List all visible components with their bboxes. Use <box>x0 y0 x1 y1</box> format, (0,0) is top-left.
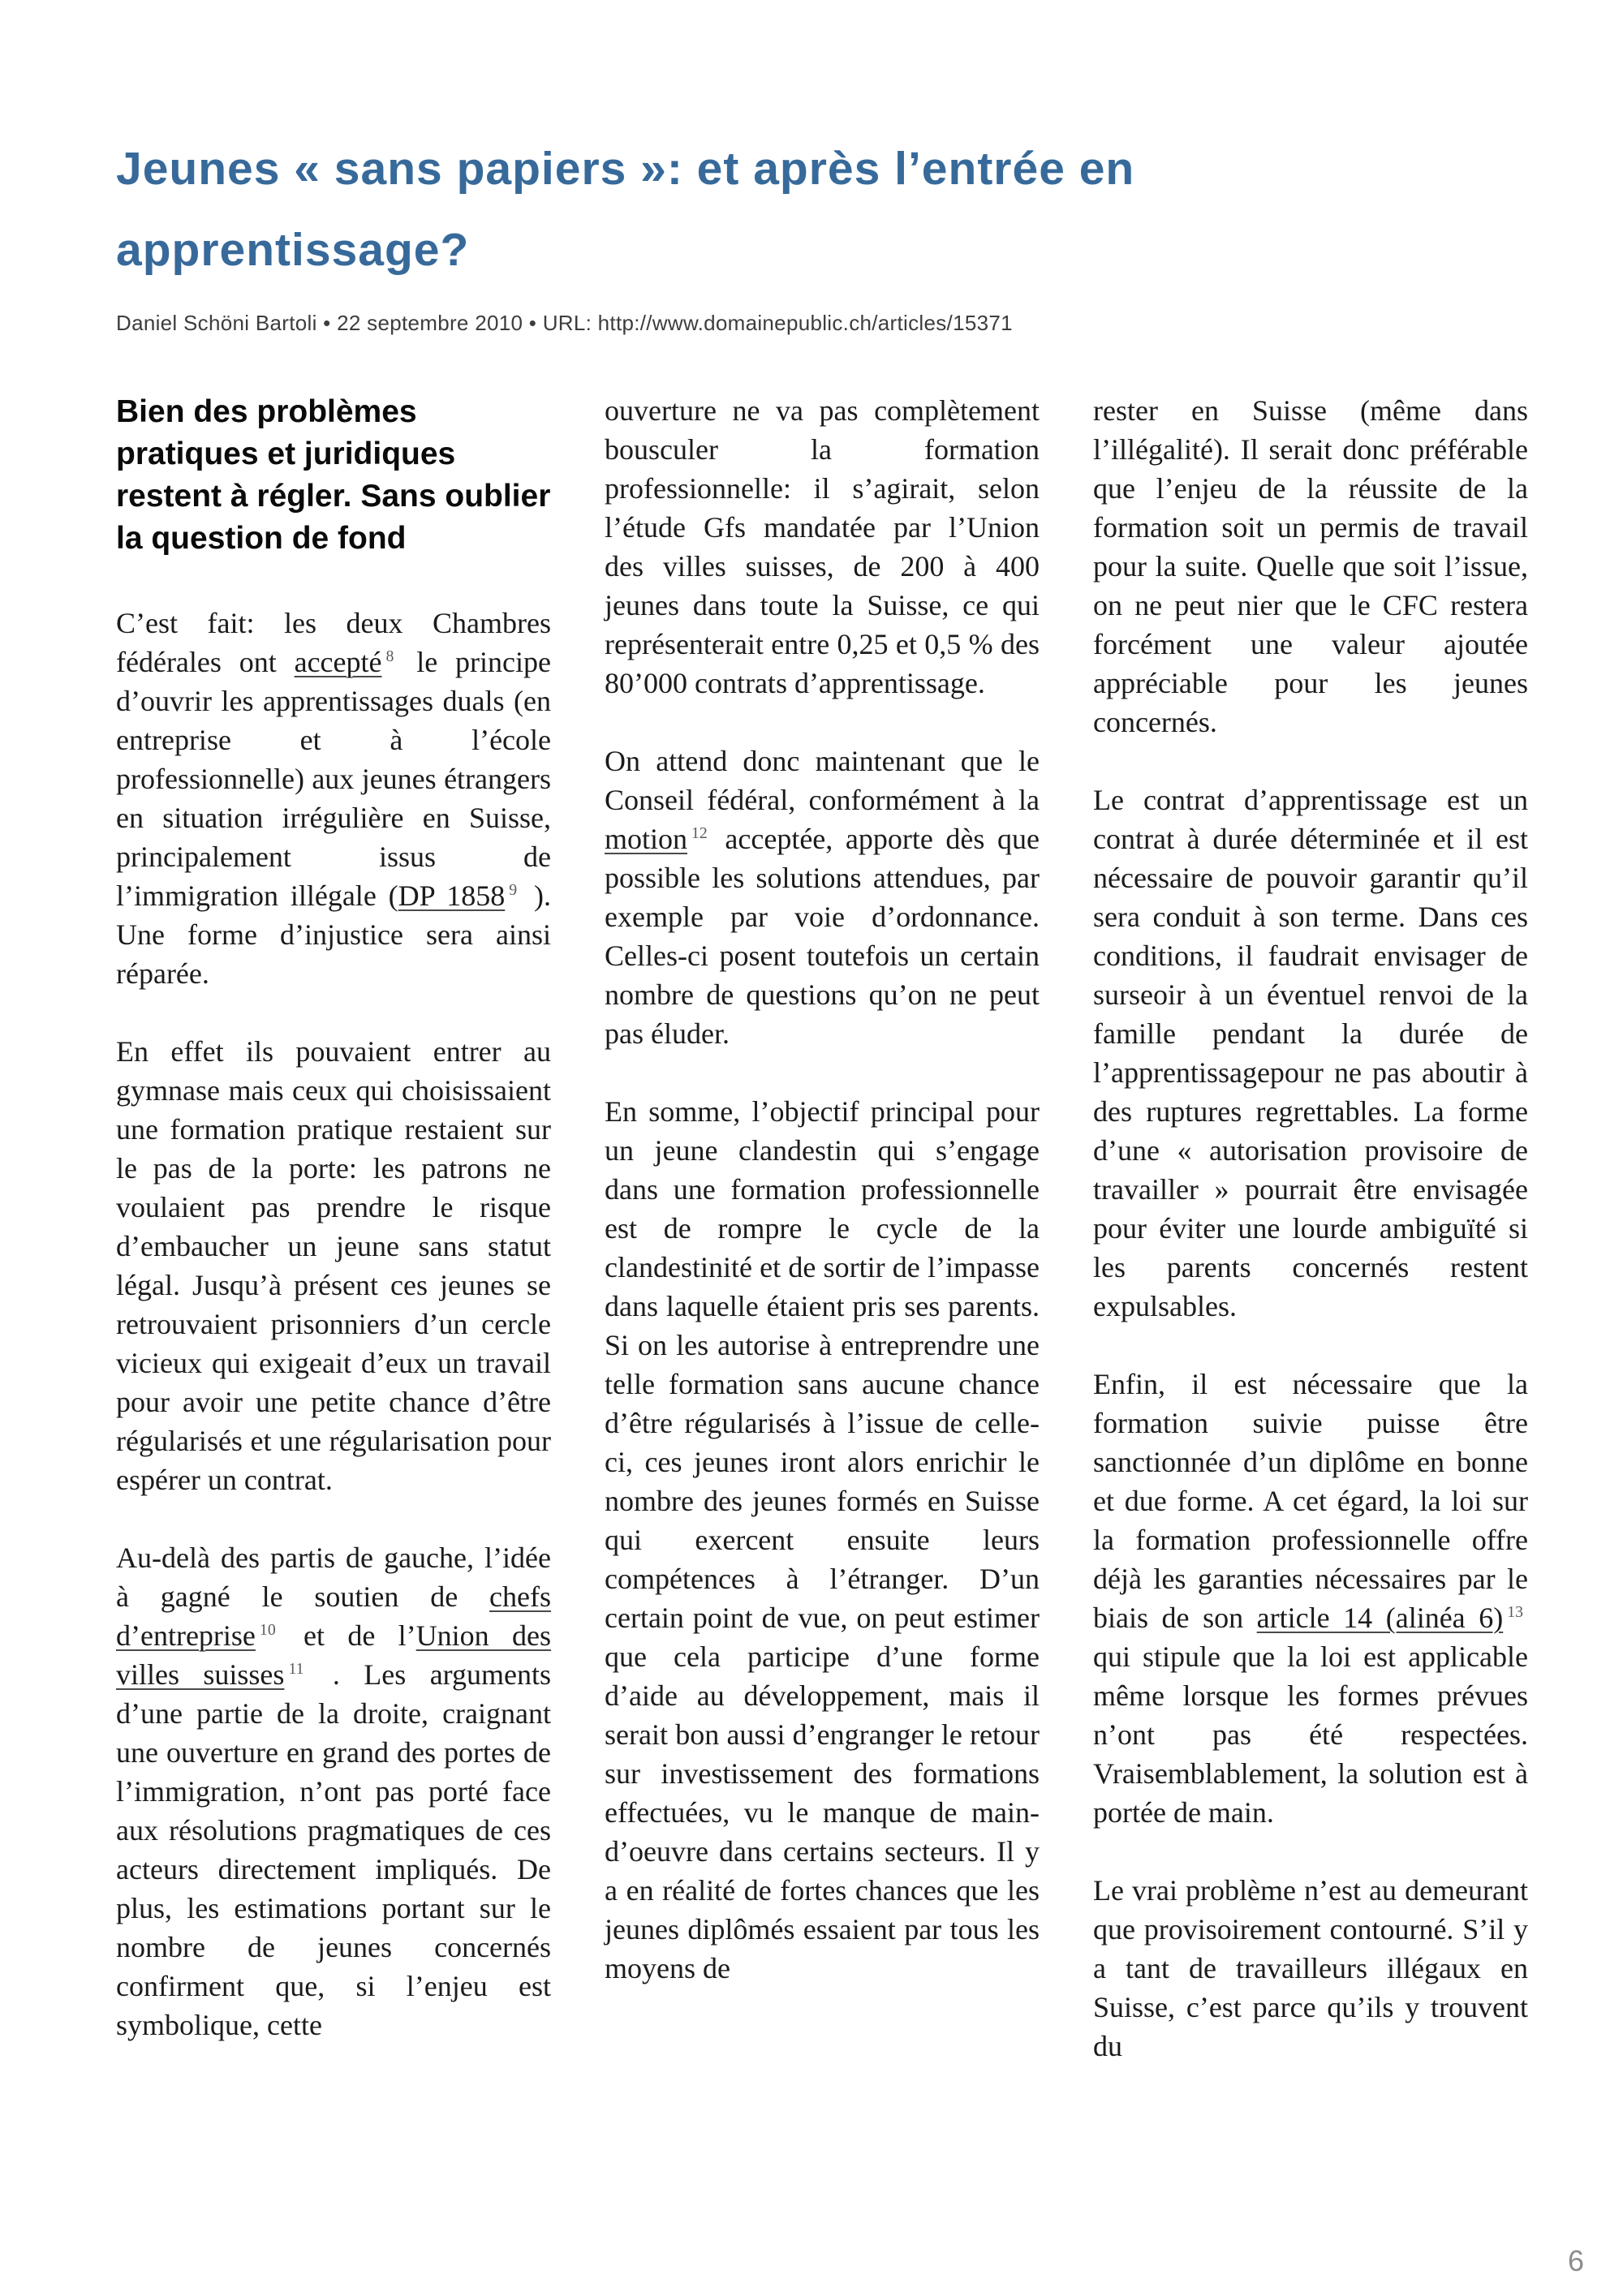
text-run: Au-delà des partis de gauche, l’idée à gagné le soutien de <box>116 1541 551 1613</box>
text-run: C’est fait: les deux Chambres fédérales ont <box>116 607 551 678</box>
text-run: Enfin, il est nécessaire que la formation suivie puisse être sanctionnée d’un diplôme en bonne et due forme. A cet égard, la loi sur la formation professionnelle offre déjà les garanties nécessaires par le biais de son <box>1093 1368 1528 1634</box>
text-run: En somme, l’objectif principal pour un jeune clandestin qui s’engage dans une formation professionnelle est de rompre le cycle de la clandestinité et de sortir de l’impasse dans laquelle étaient pris ses parents. Si on les autorise à entreprendre une telle formation sans aucune chance d’être régularisés à l’issue de celle-ci, ces jeunes iront alors enrichir le nombre des jeunes formés en Suisse qui exercent ensuite leurs compétences à l’étranger. D’un certain point de vue, on peut estimer que cela participe d’une forme d’aide au développement, mais il serait bon aussi d’engranger le retour sur investissement des formations effectuées, vu le manque de main-d’oeuvre dans certains secteurs. Il y a en réalité de fortes chances que les jeunes diplômés essaient par tous les moyens de <box>605 1095 1040 1984</box>
text-run: le principe d’ouvrir les apprentissages duals (en entreprise et à l’école professionnelle) aux jeunes étrangers en situation irrégulière en Suisse, principalement issus de l’immigration illégale ( <box>116 646 551 912</box>
paragraph <box>116 604 551 993</box>
footnote-ref[interactable]: 9 <box>509 881 518 899</box>
paragraph <box>605 391 1040 703</box>
footnote-ref[interactable]: 8 <box>385 647 394 665</box>
page-number: 6 <box>1567 2244 1584 2277</box>
footnote-ref[interactable]: 11 <box>288 1660 304 1678</box>
text-run: Le vrai problème n’est au demeurant que provisoirement contourné. S’il y a tant de travailleurs illégaux en Suisse, c’est parce qu’ils y trouvent du <box>1093 1874 1528 2062</box>
text-run: ouverture ne va pas complètement bousculer la formation professionnelle: il s’agirait, selon l’étude Gfs mandatée par l’Union des villes suisses, de 200 à 400 jeunes dans toute la Suisse, ce qui représenterait entre 0,25 et 0,5 % des 80’000 contrats d’apprentissage. <box>605 394 1040 699</box>
text-run: qui stipule que la loi est applicable même lorsque les formes prévues n’ont pas été respectées. Vraisemblablement, la solution est à portée de main. <box>1093 1640 1528 1829</box>
footnote-ref[interactable]: 12 <box>691 824 708 842</box>
column-3 <box>1093 391 1528 2105</box>
paragraph <box>1093 391 1528 742</box>
text-run: Bien des problèmes pratiques et juridiques restent à régler. Sans oublier la question de fond <box>116 394 551 556</box>
inline-link[interactable]: accepté <box>294 646 382 678</box>
lead-paragraph <box>116 391 551 560</box>
inline-link[interactable]: chefs d’entreprise <box>116 1580 551 1652</box>
text-run: En effet ils pouvaient entrer au gymnase mais ceux qui choisissaient une formation pratique restaient sur le pas de la porte: les patrons ne voulaient pas prendre le risque d’embaucher un jeune sans statut légal. Jusqu’à présent ces jeunes se retrouvaient prisonniers d’un cercle vicieux qui exigeait d’eux un travail pour avoir une petite chance d’être régularisés et une régularisation pour espérer un contrat. <box>116 1035 551 1496</box>
paragraph <box>605 742 1040 1053</box>
inline-link[interactable]: motion <box>605 823 688 855</box>
paragraph <box>116 1032 551 1499</box>
footnote-ref[interactable]: 13 <box>1507 1603 1523 1621</box>
text-run: . Les arguments d’une partie de la droite, craignant une ouverture en grand des portes de l’immigration, n’ont pas porté face aux résolutions pragmatiques de ces acteurs directement impliqués. De plus, les estimations portant sur le nombre de jeunes concernés confirment que, si l’enjeu est symbolique, cette <box>116 1658 552 2041</box>
inline-link[interactable]: Union des villes suisses <box>116 1619 551 1691</box>
paragraph <box>1093 1871 1528 2066</box>
inline-link[interactable]: article 14 (alinéa 6) <box>1256 1602 1504 1634</box>
paragraph <box>605 1092 1040 1988</box>
text-run: Le contrat d’apprentissage est un contrat à durée déterminée et il est nécessaire de pouvoir garantir qu’il sera conduit à son terme. Dans ces conditions, il faudrait envisager de surseoir à un éventuel renvoi de la famille pendant la durée de l’apprentissagepour ne pas aboutir à des ruptures regrettables. La forme d’une « autorisation provisoire de travailler » pourrait être envisagée pour éviter une lourde ambiguïté si les parents concernés restent expulsables. <box>1093 784 1528 1322</box>
column-1 <box>116 391 551 2105</box>
inline-link[interactable]: DP 1858 <box>398 879 506 912</box>
paragraph <box>1093 780 1528 1326</box>
paragraph <box>1093 1365 1528 1832</box>
text-run: On attend donc maintenant que le Conseil fédéral, conformément à la <box>605 745 1040 816</box>
text-run: et de l’ <box>280 1619 416 1652</box>
article-body <box>116 391 1528 2105</box>
article-title-line-1: Jeunes « sans papiers »: et après l’entrée en <box>116 143 1135 195</box>
text-run: acceptée, apporte dès que possible les solutions attendues, par exemple par voie d’ordonnance. Celles-ci posent toutefois un certain nombre de questions qu’on ne peut pas éluder. <box>605 823 1040 1050</box>
article-title <box>116 128 1276 290</box>
text-run: ). Une forme d’injustice sera ainsi réparée. <box>116 879 551 990</box>
article-byline: Daniel Schöni Bartoli • 22 septembre 2010 • URL: http://www.domainepublic.ch/articles/15371 <box>116 311 1013 335</box>
footnote-ref[interactable]: 10 <box>259 1621 276 1639</box>
paragraph <box>116 1538 551 2044</box>
article-title-line-2: apprentissage? <box>116 224 470 276</box>
column-2 <box>605 391 1040 2105</box>
text-run: rester en Suisse (même dans l’illégalité). Il serait donc préférable que l’enjeu de la réussite de la formation soit un permis de travail pour la suite. Quelle que soit l’issue, on ne peut nier que le CFC restera forcément une valeur ajoutée appréciable pour les jeunes concernés. <box>1093 394 1528 738</box>
